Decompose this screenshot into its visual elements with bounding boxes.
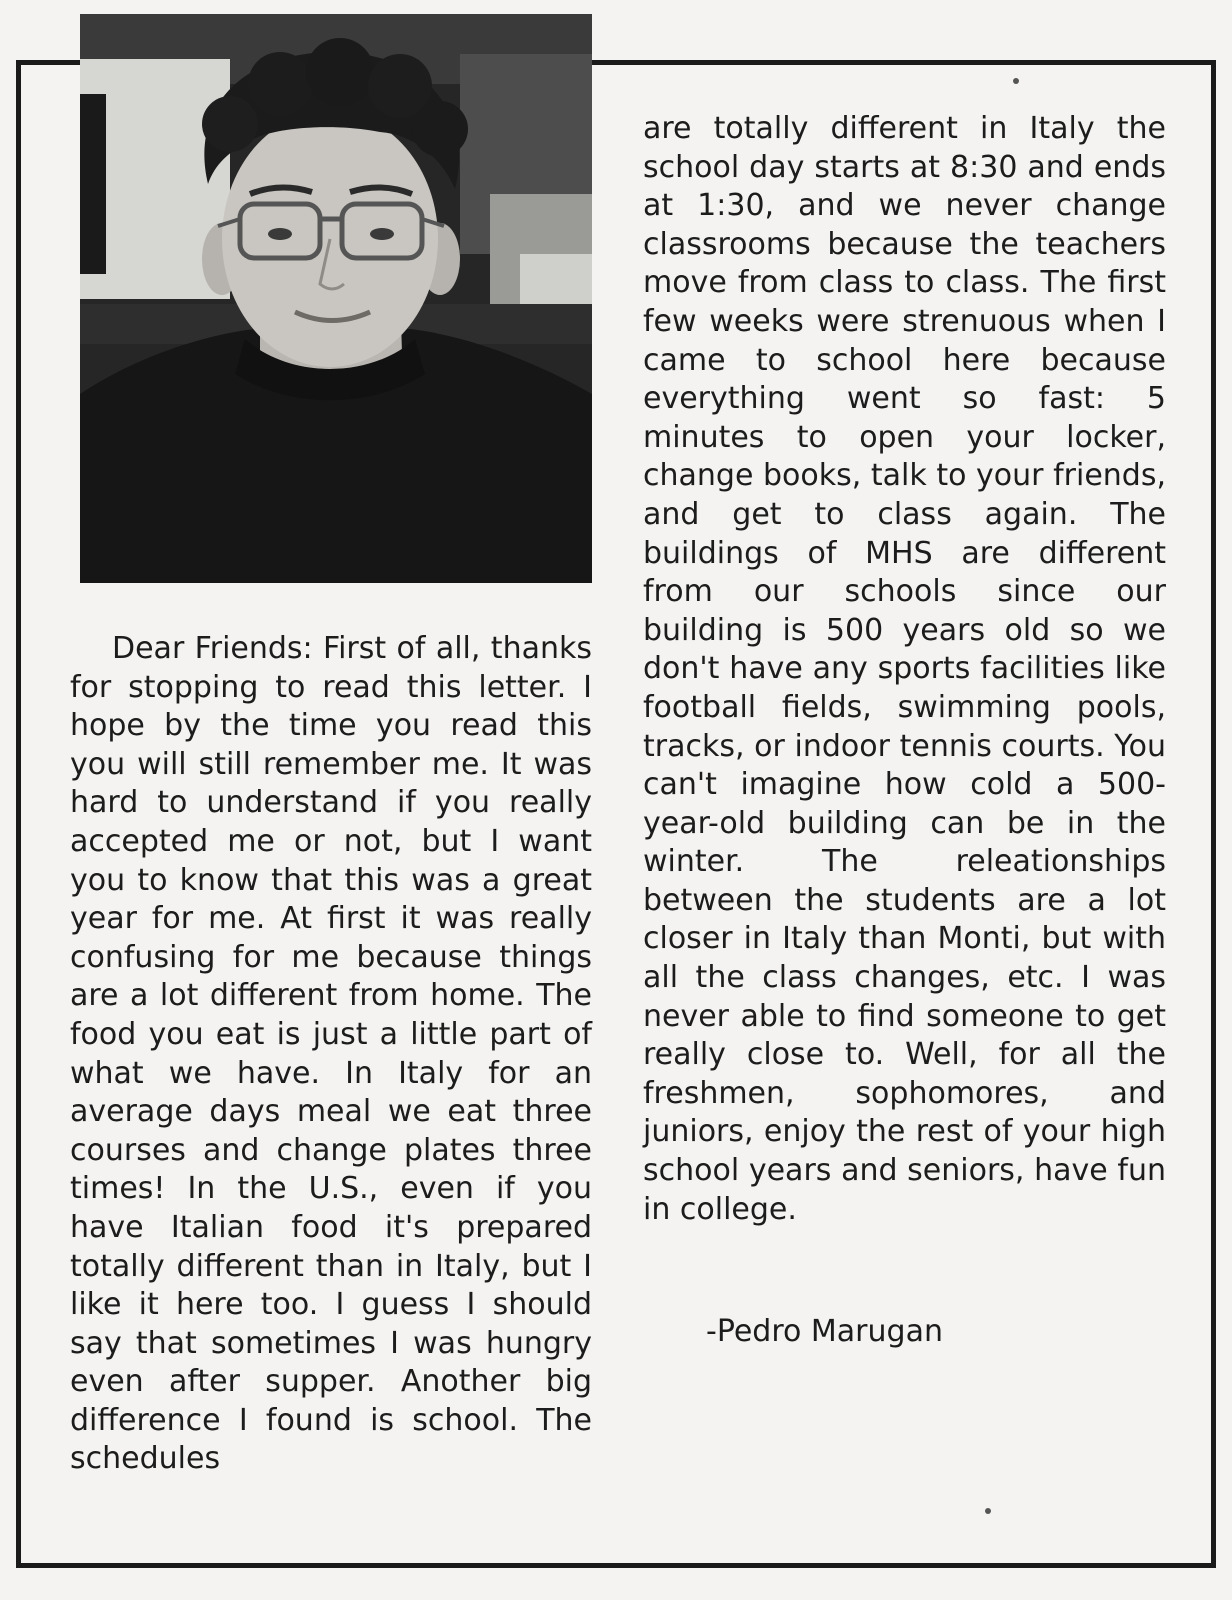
letter-signature: -Pedro Marugan — [706, 1314, 943, 1349]
letter-right-column: are totally different in Italy the school day starts at 8:30 and ends at 1:30, and we never change classrooms because the teachers move from class to class. The first few weeks were strenuous when I came to school here because everything went so fast: 5 minutes to open your locker, change books, talk to your friends, and get to class again. The buildings of MHS are different from our schools since our building is 500 years old so we don't have any sports facilities like football fields, swimming pools, tracks, or indoor tennis courts. You can't imagine how cold a 500-year-old building can be in the winter. The releationships between the students are a lot closer in Italy than Monti, but with all the class changes, etc. I was never able to find someone to get really close to. Well, for all the freshmen, sophomores, and juniors, enjoy the rest of your high school years and seniors, have fun in college. — [643, 111, 1166, 1227]
speck-mark — [1013, 78, 1019, 84]
portrait-photo — [80, 14, 592, 583]
letter-left-column: Dear Friends: First of all, thanks for stopping to read this letter. I hope by the time you read this you will still remember me. It was hard to understand if you really accepted me or not, but I want you to know that this was a great year for me. At first it was really confusing for me because things are a lot different from home. The food you eat is just a little part of what we have. In Italy for an average days meal we eat three courses and change plates three times! In the U.S., even if you have Italian food it's prepared totally different than in Italy, but I like it here too. I guess I should say that sometimes I was hungry even after supper. Another big difference I found is school. The schedules — [70, 631, 592, 1477]
speck-mark — [985, 1508, 991, 1514]
